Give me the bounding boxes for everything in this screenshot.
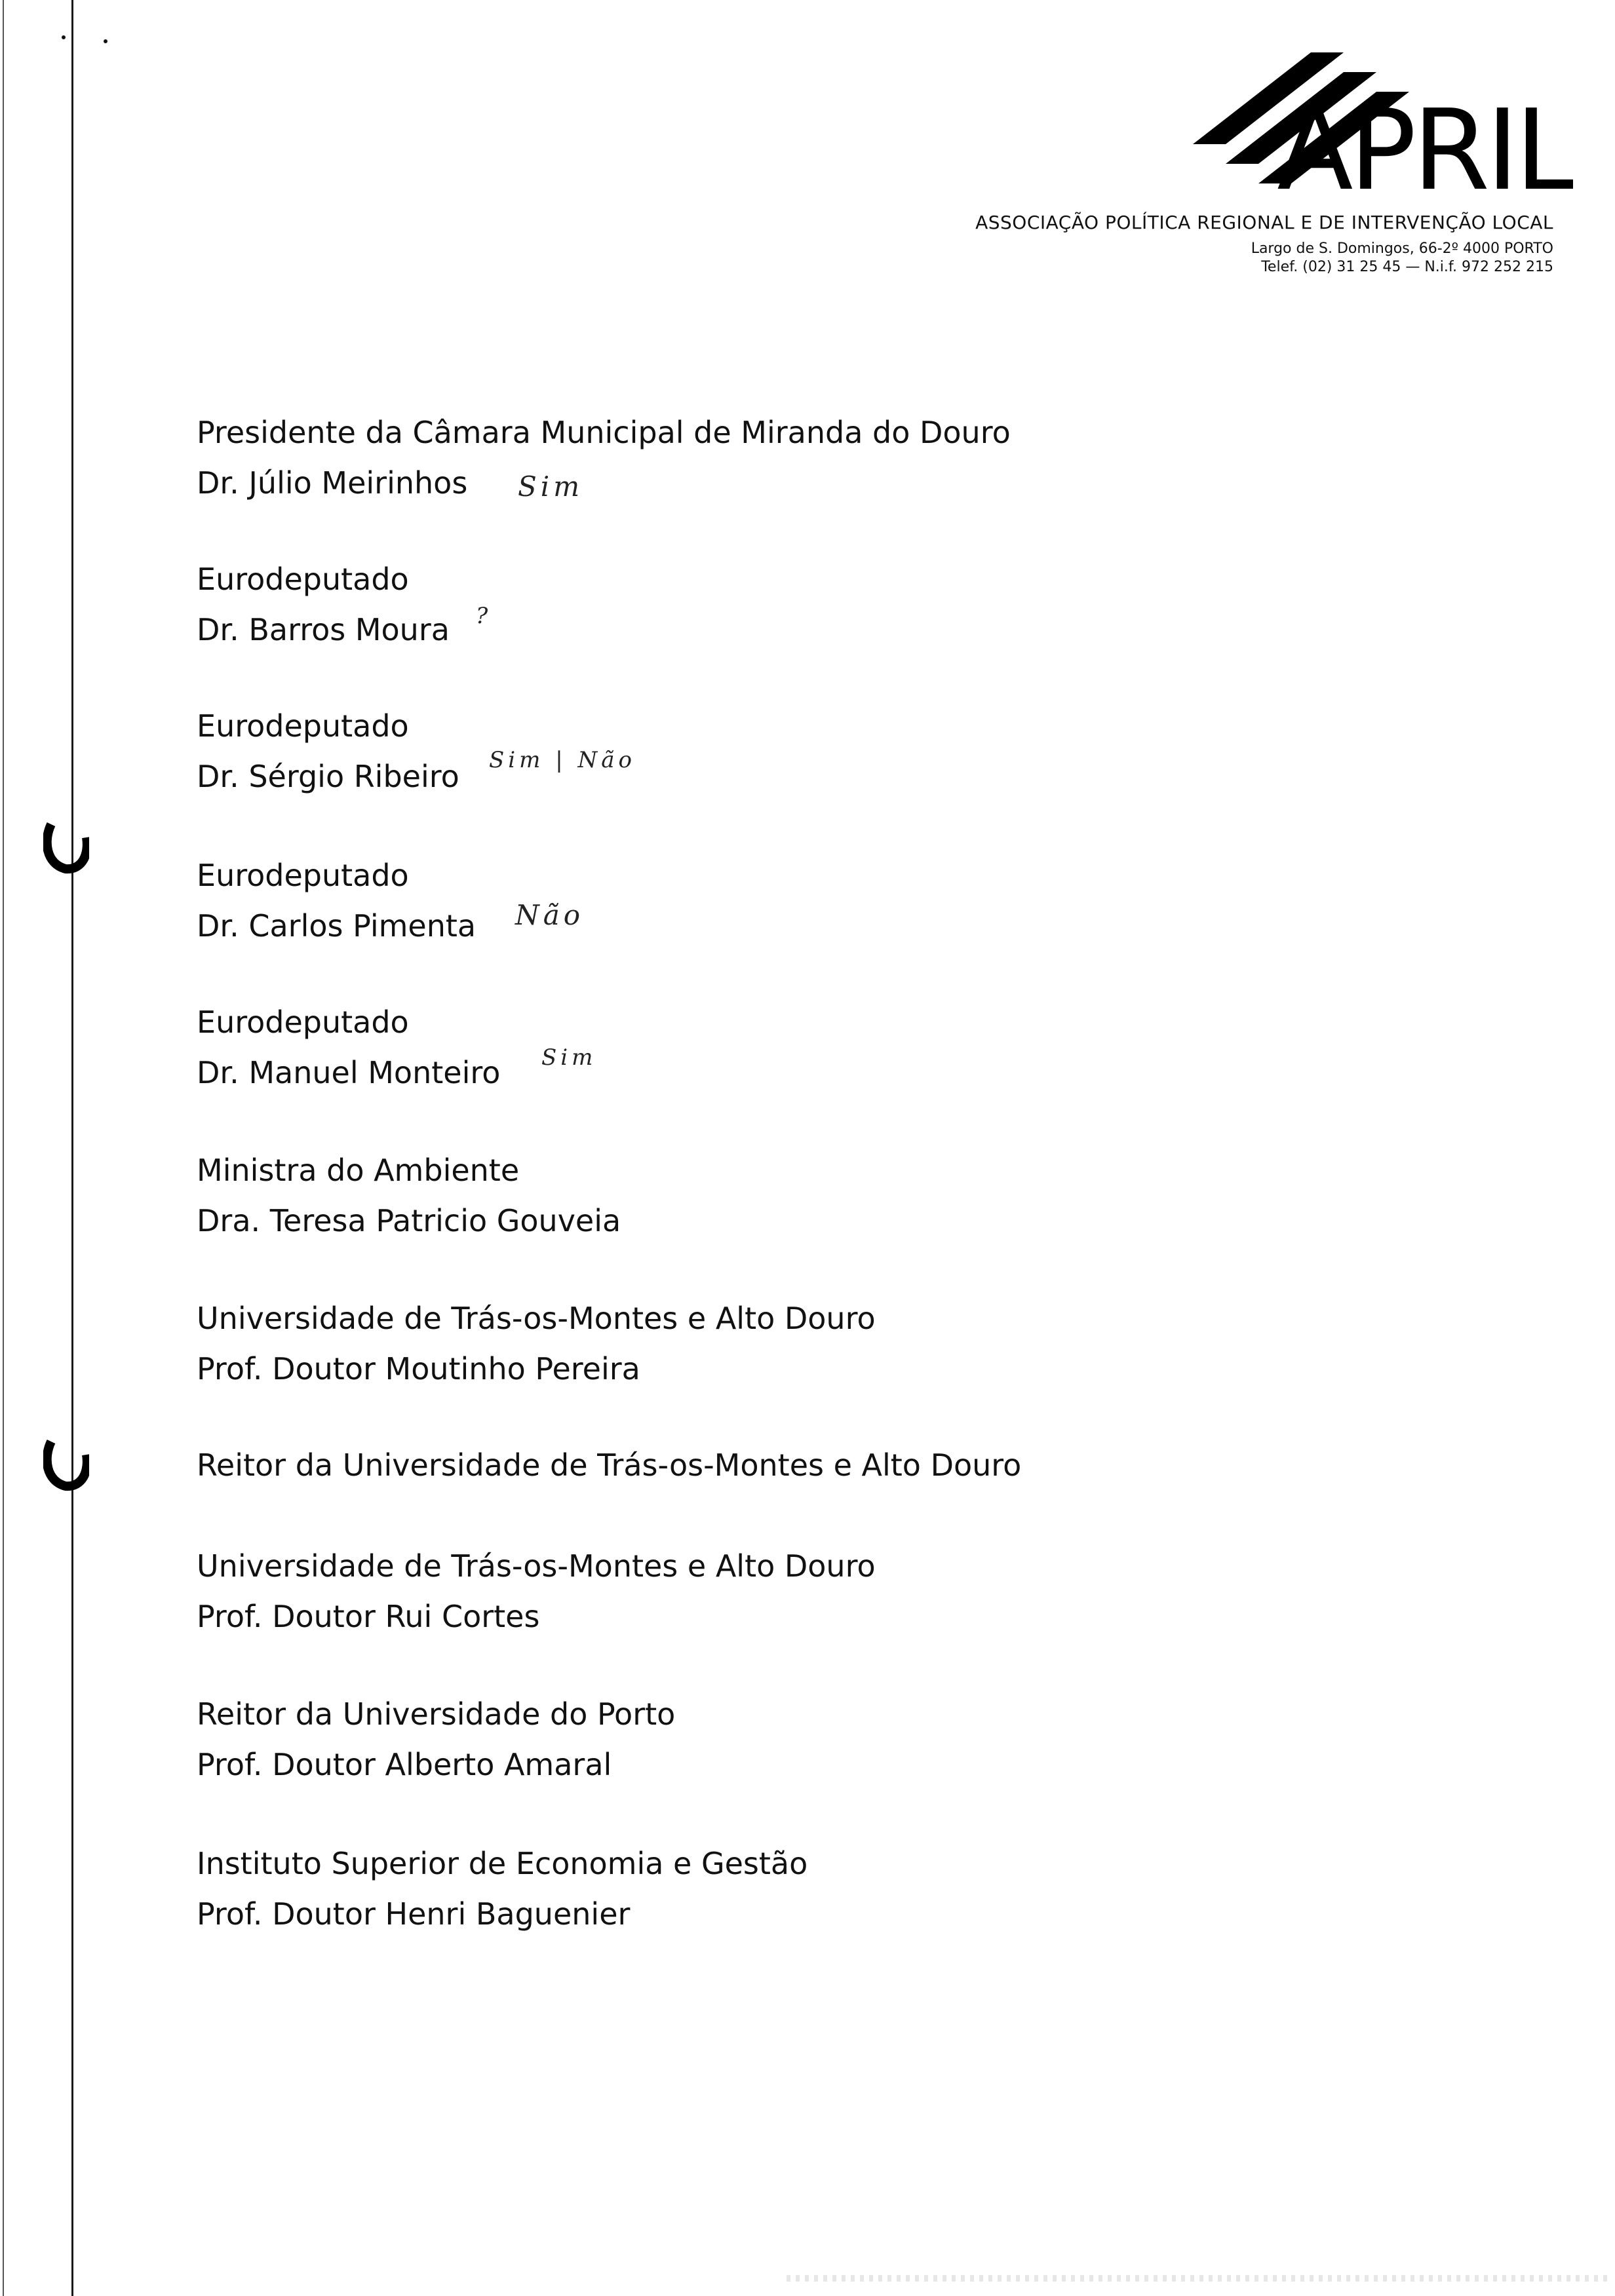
recipient-block <box>197 1839 808 1940</box>
recipient-name: Dr. Júlio Meirinhos <box>197 465 468 501</box>
organization-name: ASSOCIAÇÃO POLÍTICA REGIONAL E DE INTERVENÇÃO LOCAL <box>975 212 1553 233</box>
recipient-name: Prof. Doutor Moutinho Pereira <box>197 1351 640 1387</box>
recipient-title: Instituto Superior de Economia e Gestão <box>197 1846 808 1881</box>
organization-contact <box>1251 240 1553 277</box>
recipient-name: Dr. Manuel Monteiro <box>197 1055 501 1090</box>
punch-hole-icon <box>43 818 89 874</box>
recipient-name: Dr. Carlos Pimenta <box>197 908 477 944</box>
handwritten-note: Sim | Não <box>489 747 636 773</box>
recipient-title: Eurodeputado <box>197 1004 409 1040</box>
punch-hole-icon <box>43 1435 89 1491</box>
recipient-name: Prof. Doutor Alberto Amaral <box>197 1747 612 1782</box>
scan-speck <box>104 39 107 43</box>
recipient-block <box>197 1440 1021 1491</box>
handwritten-note: Sim <box>541 1044 597 1071</box>
recipient-title: Presidente da Câmara Municipal de Miranda do Douro <box>197 415 1011 450</box>
recipient-title: Reitor da Universidade de Trás-os-Montes e Alto Douro <box>197 1447 1022 1483</box>
recipient-block <box>197 701 459 802</box>
recipient-block <box>197 554 450 655</box>
logo-text: APRIL <box>1277 86 1573 210</box>
recipient-block <box>197 408 1011 508</box>
recipient-name: Dr. Barros Moura <box>197 612 450 647</box>
page-edge <box>3 0 4 2296</box>
recipient-name: Prof. Doutor Henri Baguenier <box>197 1896 631 1932</box>
recipient-block <box>197 1293 876 1394</box>
recipient-name: Dra. Teresa Patricio Gouveia <box>197 1203 621 1238</box>
recipient-block <box>197 1541 876 1642</box>
recipient-title: Ministra do Ambiente <box>197 1153 520 1188</box>
handwritten-note: Não <box>515 899 585 931</box>
recipient-name: Dr. Sérgio Ribeiro <box>197 759 459 794</box>
recipient-block <box>197 851 476 951</box>
recipient-title: Eurodeputado <box>197 562 409 597</box>
organization-phone: Telef. (02) 31 25 45 — N.i.f. 972 252 215 <box>1261 259 1553 275</box>
recipient-title: Universidade de Trás-os-Montes e Alto Douro <box>197 1548 876 1584</box>
recipient-title: Reitor da Universidade do Porto <box>197 1696 676 1732</box>
recipient-name: Prof. Doutor Rui Cortes <box>197 1599 540 1634</box>
scan-speck <box>62 35 66 39</box>
recipient-title: Eurodeputado <box>197 858 409 893</box>
recipient-title: Universidade de Trás-os-Montes e Alto Douro <box>197 1301 876 1336</box>
handwritten-note: Sim <box>518 470 584 503</box>
scan-noise <box>787 2275 1612 2282</box>
letterhead <box>918 46 1573 288</box>
recipient-block <box>197 1145 621 1246</box>
organization-address: Largo de S. Domingos, 66-2º 4000 PORTO <box>1251 240 1553 257</box>
handwritten-note: ? <box>476 603 492 629</box>
margin-rule <box>71 0 73 2296</box>
recipient-block <box>197 997 500 1098</box>
recipient-block <box>197 1689 675 1790</box>
recipient-title: Eurodeputado <box>197 708 409 744</box>
